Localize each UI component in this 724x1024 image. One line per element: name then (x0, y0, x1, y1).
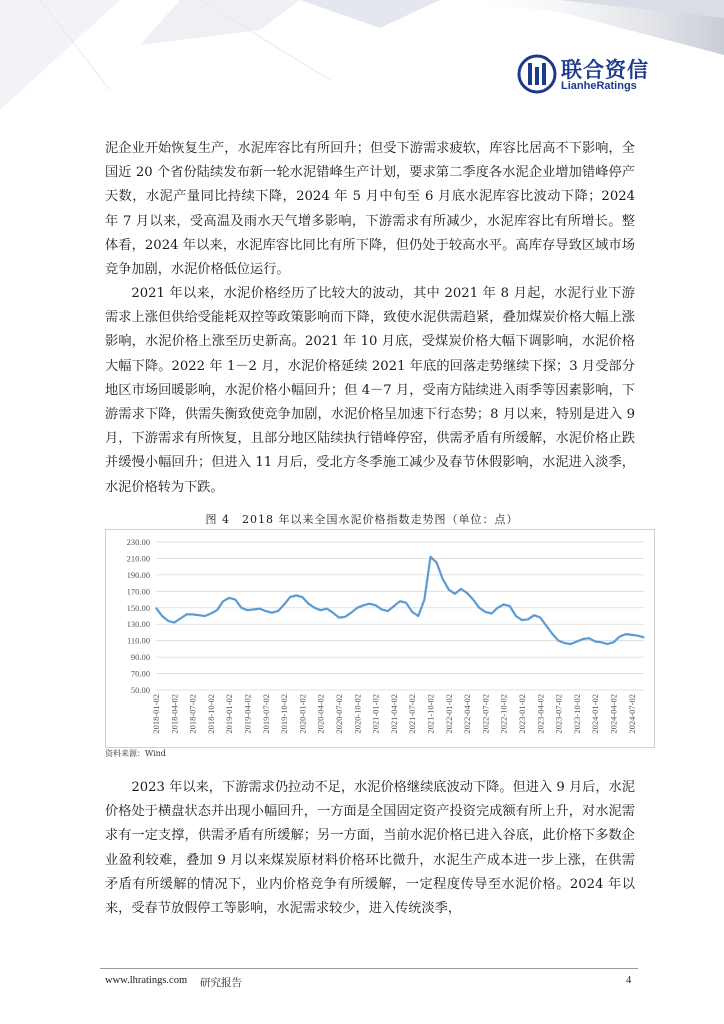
x-tick-label: 2018-10-02 (205, 694, 216, 734)
data-point (162, 615, 163, 616)
x-tick-label: 2024-01-02 (590, 694, 601, 734)
x-tick-label: 2022-07-02 (480, 694, 491, 734)
data-point (540, 617, 541, 618)
data-point (186, 614, 187, 615)
data-point (290, 597, 291, 598)
cement-price-chart (105, 529, 655, 748)
footer-website-link[interactable]: www.lhratings.com (105, 975, 188, 986)
y-tick-label: 110.00 (126, 635, 150, 646)
data-point (198, 615, 199, 616)
data-point (314, 607, 315, 608)
x-tick-label: 2022-10-02 (498, 694, 509, 734)
data-point (546, 625, 547, 626)
data-point (320, 610, 321, 611)
data-point (589, 638, 590, 639)
data-point (473, 599, 474, 600)
y-tick-label: 210.00 (126, 553, 150, 564)
footer-report-label: 研究报告 (200, 977, 242, 989)
x-tick-label: 2024-07-02 (626, 694, 637, 734)
company-logo (517, 54, 647, 98)
data-point (515, 615, 516, 616)
body-paragraph-3: 2023 年以来，下游需求仍拉动不足，水泥价格继续底波动下降。但进入 9 月后，水泥价格处于横盘状态并出现小幅回升，一方面是全国固定资产投资完成额有所上升，对水泥需求有一定支撑，供需矛盾有所缓解；另一方面，当前水泥价格已进入谷底，此价格下多数企业盈利较难，叠加 9 月以来煤炭原材料价格环比微升，水泥生产成本进一步上涨，在供需矛盾有所缓解的情况下，业内价格竞争有所缓解，一定程度传导至水泥价格。2024 年以来，受春节放假停工等影响，水泥需求较少，进入传统淡季， (105, 780, 635, 917)
data-point (174, 622, 175, 623)
x-tick-label: 2021-04-02 (388, 694, 399, 734)
x-tick-label: 2021-01-02 (370, 694, 381, 734)
x-tick-label: 2018-04-02 (169, 694, 180, 734)
x-tick-label: 2019-01-02 (224, 694, 235, 734)
data-point (363, 605, 364, 606)
data-point (613, 642, 614, 643)
data-point (338, 617, 339, 618)
data-point (631, 634, 632, 635)
data-point (351, 612, 352, 613)
data-point (497, 607, 498, 608)
data-point (265, 611, 266, 612)
logo-chinese-name: 联合资信 (561, 58, 649, 82)
logo-english-name: LianheRatings (561, 80, 637, 92)
data-point (204, 615, 205, 616)
data-point (332, 612, 333, 613)
data-point (564, 643, 565, 644)
x-tick-label: 2023-01-02 (517, 694, 527, 734)
data-point (229, 597, 230, 598)
series-line (156, 557, 644, 644)
data-point (509, 606, 510, 607)
data-point (625, 634, 626, 635)
figure-caption: 图 4 2018 年以来全国水泥价格指数走势图（单位：点） (205, 513, 519, 526)
x-tick-label: 2023-04-02 (535, 694, 546, 734)
data-point (155, 607, 156, 608)
data-point (326, 608, 327, 609)
footer-divider (100, 968, 638, 969)
data-point (223, 601, 224, 602)
page-number: 4 (626, 975, 632, 986)
y-tick-label: 130.00 (126, 619, 150, 630)
chart-canvas (106, 530, 654, 747)
data-point (375, 605, 376, 606)
data-point (521, 620, 522, 621)
data-point (308, 603, 309, 604)
y-tick-label: 70.00 (130, 668, 150, 679)
x-tick-label: 2020-01-02 (297, 694, 308, 734)
data-point (534, 615, 535, 616)
data-point (503, 604, 504, 605)
data-point (485, 611, 486, 612)
y-tick-label: 230.00 (126, 537, 150, 547)
x-tick-label: 2021-10-02 (425, 694, 436, 734)
data-point (454, 593, 455, 594)
data-point (277, 611, 278, 612)
data-point (216, 610, 217, 611)
data-point (345, 616, 346, 617)
data-point (387, 611, 388, 612)
x-tick-label: 2019-07-02 (260, 694, 271, 734)
data-point (168, 620, 169, 621)
data-point (582, 638, 583, 639)
x-tick-label: 2019-10-02 (279, 694, 290, 734)
data-point (406, 602, 407, 603)
data-point (302, 597, 303, 598)
x-tick-label: 2021-07-02 (407, 694, 418, 734)
data-point (399, 601, 400, 602)
x-tick-label: 2020-07-02 (334, 694, 344, 734)
x-tick-label: 2020-04-02 (315, 694, 326, 734)
x-tick-label: 2024-04-02 (608, 694, 619, 734)
y-tick-label: 190.00 (126, 569, 150, 580)
y-tick-label: 90.00 (130, 652, 150, 663)
data-point (637, 635, 638, 636)
data-point (241, 607, 242, 608)
data-point (412, 611, 413, 612)
y-tick-label: 170.00 (126, 586, 150, 597)
data-point (467, 592, 468, 593)
x-tick-label: 2018-07-02 (187, 694, 198, 734)
data-point (381, 609, 382, 610)
data-point (253, 609, 254, 610)
data-point (491, 613, 492, 614)
data-point (436, 562, 437, 563)
x-tick-label: 2022-04-02 (462, 694, 473, 734)
data-point (430, 556, 431, 557)
data-point (210, 613, 211, 614)
data-point (552, 634, 553, 635)
data-point (607, 643, 608, 644)
data-point (619, 636, 620, 637)
data-point (643, 637, 644, 638)
x-tick-label: 2019-04-02 (242, 694, 253, 734)
x-tick-label: 2023-10-02 (571, 694, 582, 734)
figure-source: 资料来源：Wind (105, 749, 166, 758)
data-point (369, 603, 370, 604)
data-point (247, 610, 248, 611)
data-point (418, 615, 419, 616)
data-point (424, 599, 425, 600)
y-tick-label: 50.00 (130, 685, 150, 695)
data-point (528, 619, 529, 620)
data-point (576, 641, 577, 642)
data-point (284, 604, 285, 605)
x-tick-label: 2023-07-02 (553, 694, 564, 734)
data-point (235, 599, 236, 600)
data-point (442, 578, 443, 579)
data-point (259, 608, 260, 609)
x-tick-label: 2018-01-02 (151, 694, 161, 734)
body-paragraph-1: 泥企业开始恢复生产，水泥库容比有所回升；但受下游需求疲软，库容比居高不下影响，全国近 20 个省份陆续发布新一轮水泥错峰生产计划，要求第二季度各水泥企业增加错峰停产天数，水泥产量同比持续下降，2024 年 5 月中旬至 6 月底水泥库容比波动下降；2024 年 7 月以来，受高温及雨水天气增多影响，下游需求有所减少，水泥库容比有所增长。整体看，2024 年以来，水泥库容比同比有所下降，但仍处于较高水平。高库存导致区域市场竞争加剧，水泥价格低位运行。 (105, 141, 635, 278)
data-point (393, 606, 394, 607)
data-point (296, 595, 297, 596)
data-point (558, 640, 559, 641)
data-point (180, 618, 181, 619)
data-point (271, 612, 272, 613)
x-tick-label: 2020-10-02 (352, 694, 363, 734)
data-point (460, 588, 461, 589)
data-point (601, 642, 602, 643)
x-tick-label: 2022-01-02 (443, 694, 454, 734)
data-point (570, 643, 571, 644)
data-point (595, 641, 596, 642)
y-tick-label: 150.00 (126, 602, 150, 613)
data-point (192, 614, 193, 615)
body-paragraph-2: 2021 年以来，水泥价格经历了比较大的波动，其中 2021 年 8 月起，水泥行业下游需求上涨但供给受能耗双控等政策影响而下降，致使水泥供需趋紧，叠加煤炭价格大幅上涨影响，水泥价格上涨至历史新高。2021 年 10 月底，受煤炭价格大幅下调影响，水泥价格大幅下降。2022 年 1－2 月，水泥价格延续 2021 年底的回落走势继续下探；3 月受部分地区市场回暖影响，水泥价格小幅回升；但 4－7 月，受南方陆续进入雨季等因素影响，下游需求下降，供需失衡致使竞争加剧，水泥价格呈加速下行态势；8 月以来，特别是进入 9 月，下游需求有所恢复，且部分地区陆续执行错峰停窑，供需矛盾有所缓解，水泥价格止跌并缓慢小幅回升；但进入 11 月后，受北方冬季施工减少及春节休假影响，水泥进入淡季，水泥价格转为下跌。 (105, 286, 635, 495)
data-point (448, 589, 449, 590)
data-point (479, 607, 480, 608)
lianhe-logo-icon (517, 54, 557, 94)
data-point (357, 607, 358, 608)
